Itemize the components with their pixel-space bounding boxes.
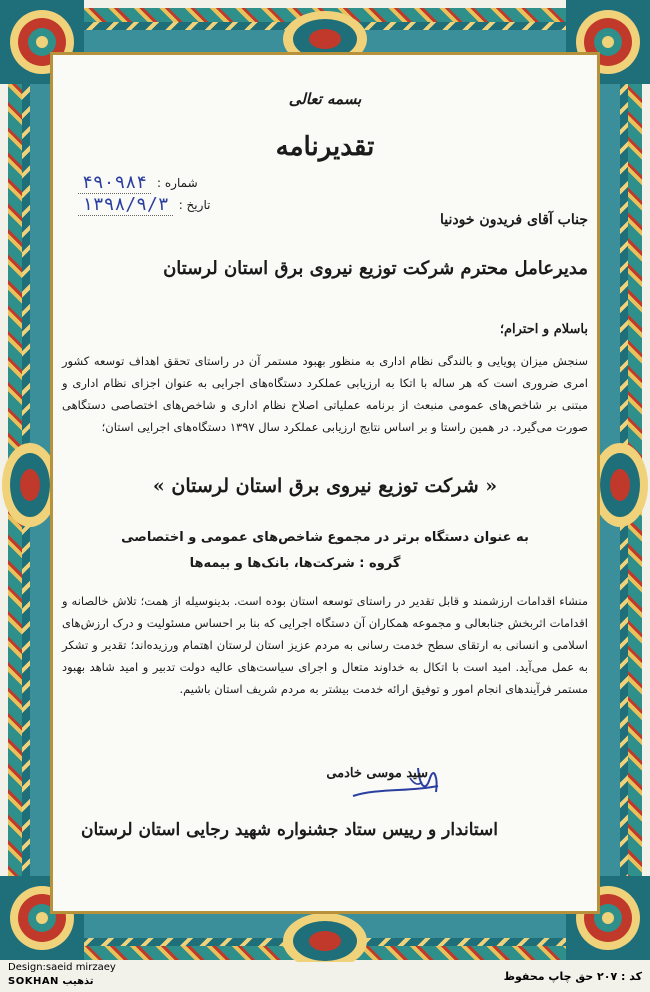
- brand-logo: SOKHAN: [8, 976, 59, 987]
- basmala-heading: بسمه تعالی: [288, 90, 362, 108]
- body-paragraph-1: سنجش میزان پویایی و بالندگی نظام اداری به منظور بهبود مستمر آن در راستای تحقق اهداف توسعه کشور امری ضروری است که هر ساله با اتکا به ارزیابی عملکرد دستگاه‌های اجرایی به عنوان اجزای نظام اداری و مبتنی بر شاخص‌های عمومی منبعث از برنامه عملیاتی اصلاح نظام اداری و شاخص‌های اختصاصی دستگاهی صورت می‌گیرد. در همین راستا و بر اساس نتایج ارزیابی عملکرد سال ۱۳۹۷ دستگاه‌های اجرایی استان؛: [62, 354, 588, 434]
- page-title: تقدیرنامه: [275, 132, 375, 162]
- addressee-position: مدیرعامل محترم شرکت توزیع نیروی برق استان لرستان: [163, 258, 588, 279]
- footer-code: کد : ۲۰۷ حق چاپ محفوظ: [503, 970, 642, 983]
- addressee-name: جناب آقای فریدون خودنیا: [440, 212, 588, 228]
- number-label: شماره :: [157, 176, 198, 190]
- number-value: ۴۹۰۹۸۴: [78, 172, 151, 194]
- certificate-content: [62, 60, 588, 900]
- document-meta: [78, 172, 258, 216]
- signer-title: استاندار و رییس ستاد جشنواره شهید رجایی استان لرستان: [80, 820, 498, 840]
- signer-name: سید موسی خادمی: [326, 766, 428, 781]
- body-paragraph-2: منشاء اقدامات ارزشمند و قابل تقدیر در راستای توسعه استان بوده است. بدینوسیله از همت؛ تلاش خالصانه و اقدامات اثربخش جنابعالی و مجموعه همکاران آن دستگاه اجرایی که بنا بر احساس مسئولیت و درک ارزش‌های اسلامی و انسانی به ارتقای سطح خدمت رسانی به مردم عزیز استان لرستان اهتمام ورزیده‌اند؛ تقدیر و تشکر به عمل می‌آید. امید است با اتکال به خداوند متعال و اجرای سیاست‌های عالیه دولت تدبیر و امید شاهد بهبود مستمر فرآیندهای انجام امور و توفیق ارائه خدمت بیشتر به مردم شریف استان باشیم.: [62, 594, 588, 696]
- date-value: ۱۳۹۸/۹/۳: [78, 194, 173, 216]
- footer-designer: Design:saeid mirzaey: [8, 962, 116, 973]
- award-line: به عنوان دستگاه برتر در مجموع شاخص‌های عمومی و اختصاصی: [121, 530, 529, 545]
- greeting: باسلام و احترام؛: [499, 322, 588, 337]
- date-label: تاریخ :: [178, 198, 211, 212]
- number-row: [78, 172, 258, 194]
- group-line: گروه : شرکت‌ها، بانک‌ها و بیمه‌ها: [189, 556, 401, 571]
- date-row: [78, 194, 258, 216]
- footer: [0, 962, 650, 992]
- brand-suffix: تذهیب: [62, 976, 94, 987]
- company-callout: « شرکت توزیع نیروی برق استان لرستان »: [152, 475, 498, 497]
- footer-brand: [8, 976, 94, 987]
